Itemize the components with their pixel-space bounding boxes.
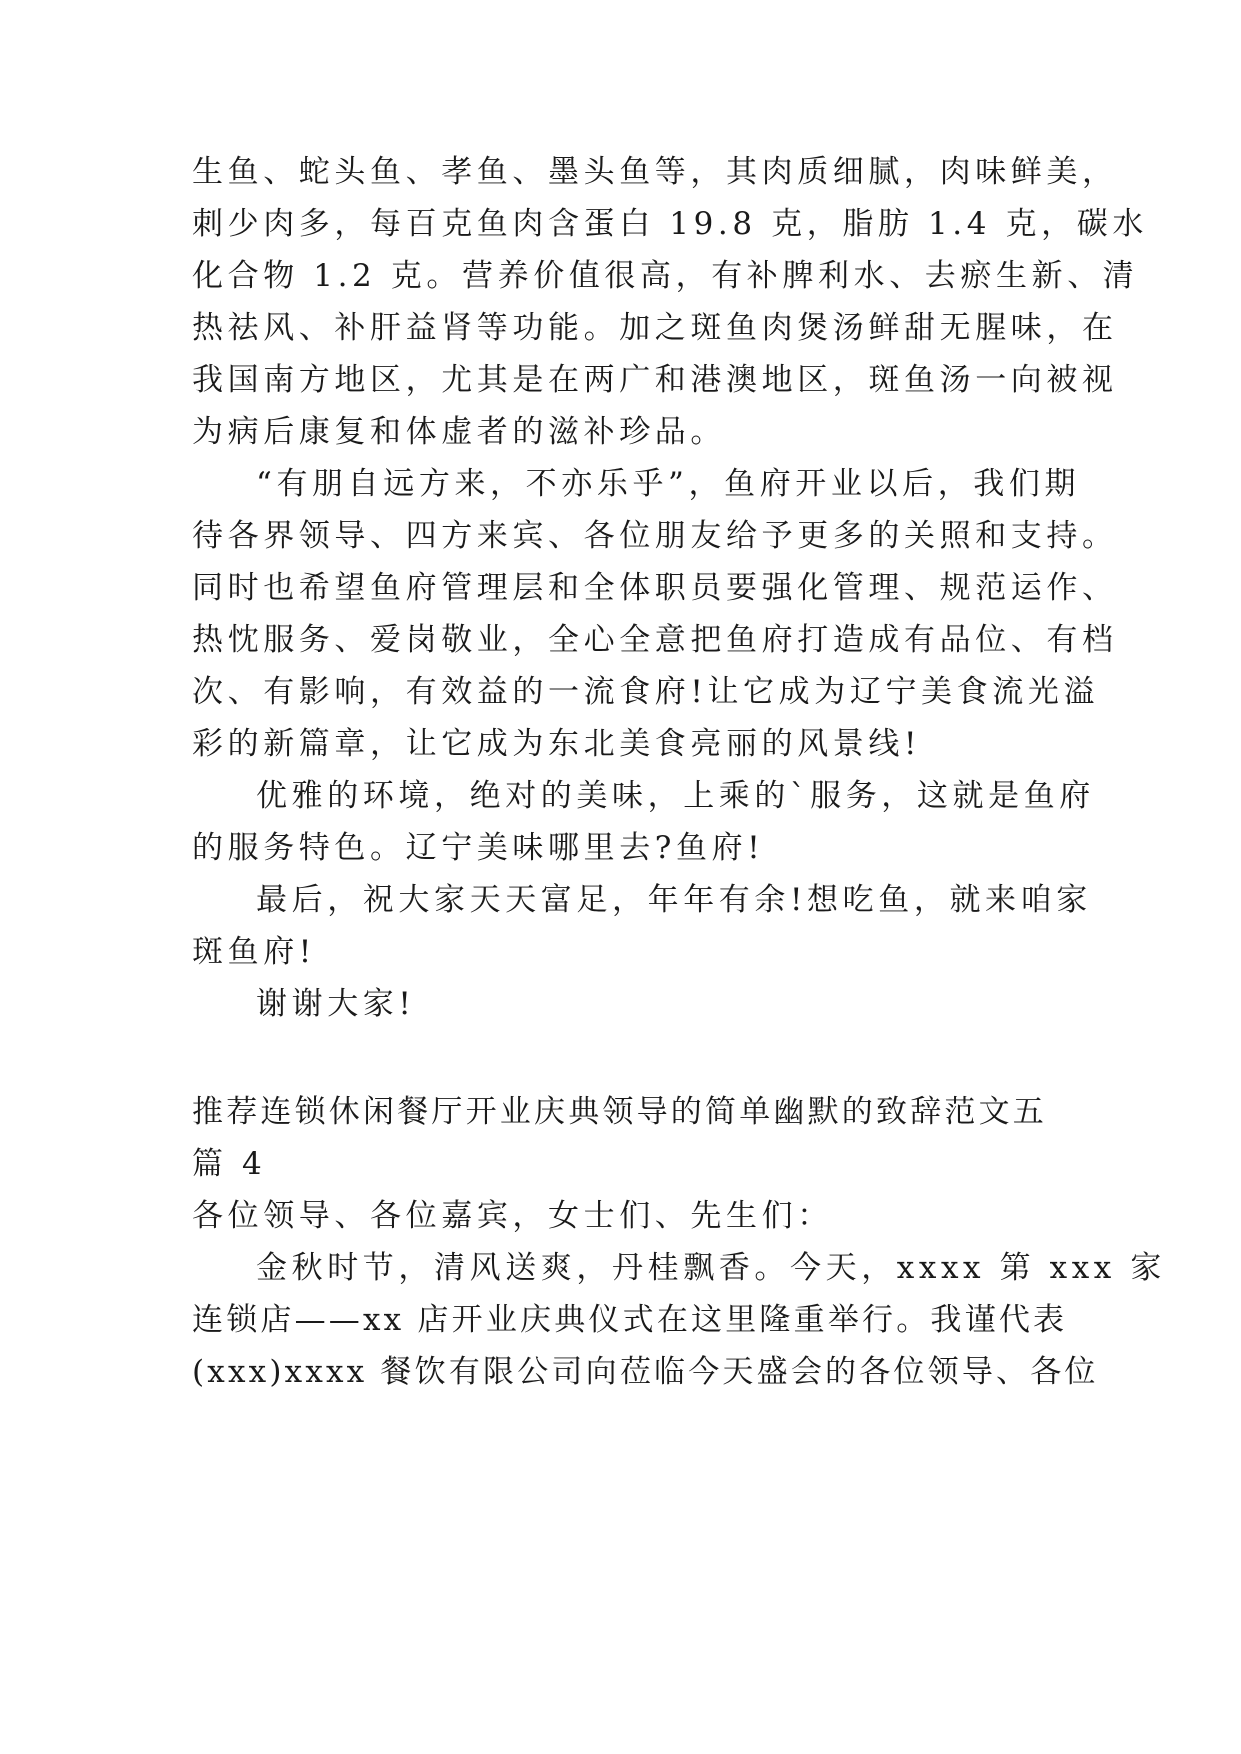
section-title: 推荐连锁休闲餐厅开业庆典领导的简单幽默的致辞范文五 bbox=[192, 1094, 1047, 1130]
section-title: 篇 4 bbox=[192, 1146, 267, 1182]
paragraph-first-line: 优雅的环境，绝对的美味，上乘的`服务，这就是鱼府 bbox=[256, 778, 1095, 814]
body-line: 热祛风、补肝益肾等功能。加之斑鱼肉煲汤鲜甜无腥味，在 bbox=[192, 310, 1118, 346]
body-line: 为病后康复和体虚者的滋补珍品。 bbox=[192, 414, 726, 450]
body-line: (xxx)xxxx 餐饮有限公司向莅临今天盛会的各位领导、各位 bbox=[192, 1354, 1099, 1390]
body-line: 待各界领导、四方来宾、各位朋友给予更多的关照和支持。 bbox=[192, 518, 1118, 554]
body-line: 刺少肉多，每百克鱼肉含蛋白 19.8 克，脂肪 1.4 克，碳水 bbox=[192, 206, 1148, 242]
body-line: 彩的新篇章，让它成为东北美食亮丽的风景线! bbox=[192, 726, 922, 762]
body-line: 我国南方地区，尤其是在两广和港澳地区，斑鱼汤一向被视 bbox=[192, 362, 1118, 398]
body-line: 次、有影响，有效益的一流食府!让它成为辽宁美食流光溢 bbox=[192, 674, 1100, 710]
body-line: 化合物 1.2 克。营养价值很高，有补脾利水、去瘀生新、清 bbox=[192, 258, 1139, 294]
closing-line: 谢谢大家! bbox=[256, 986, 416, 1022]
body-line: 热忱服务、爱岗敬业，全心全意把鱼府打造成有品位、有档 bbox=[192, 622, 1118, 658]
body-line: 生鱼、蛇头鱼、孝鱼、墨头鱼等，其肉质细腻，肉味鲜美， bbox=[192, 154, 1118, 190]
body-line: 的服务特色。辽宁美味哪里去?鱼府! bbox=[192, 830, 765, 866]
body-line: 同时也希望鱼府管理层和全体职员要强化管理、规范运作、 bbox=[192, 570, 1118, 606]
salutation: 各位领导、各位嘉宾，女士们、先生们： bbox=[192, 1198, 833, 1234]
paragraph-first-line: 最后，祝大家天天富足，年年有余!想吃鱼，就来咱家 bbox=[256, 882, 1092, 918]
body-line: 斑鱼府! bbox=[192, 934, 316, 970]
paragraph-first-line: “有朋自远方来，不亦乐乎”，鱼府开业以后，我们期 bbox=[256, 466, 1081, 502]
body-line: 连锁店——xx 店开业庆典仪式在这里隆重举行。我谨代表 bbox=[192, 1302, 1068, 1338]
paragraph-first-line: 金秋时节，清风送爽，丹桂飘香。今天，xxxx 第 xxx 家 bbox=[256, 1250, 1166, 1286]
